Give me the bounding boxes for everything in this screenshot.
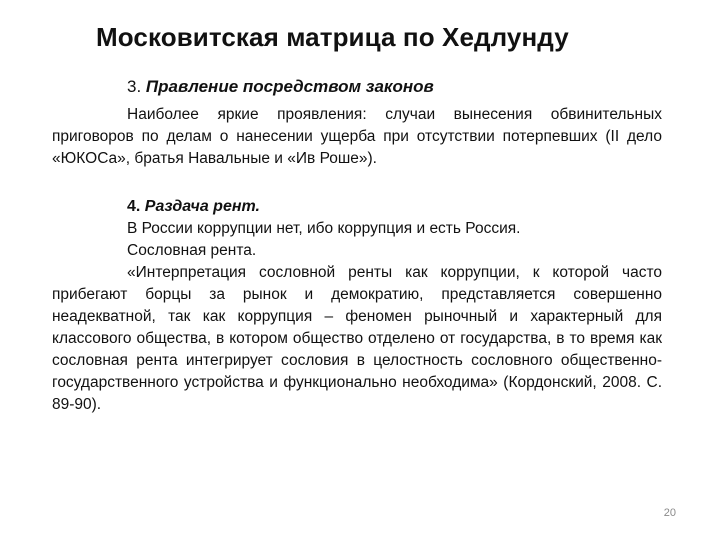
section-4-title: Раздача рент. [144, 198, 260, 215]
section-4-number: 4. [127, 198, 141, 215]
slide-content [52, 76, 662, 416]
section-3-number: 3. [127, 77, 142, 96]
section-4-line-2: Сословная рента. [127, 242, 257, 259]
section-3-title: Правление посредством законов [145, 77, 434, 96]
section-4-heading [127, 196, 662, 218]
section-4-quote: «Интерпретация сословной ренты как коррупции, к которой часто прибегают борцы за рынок и демократию, представляется совершенно неадекватной, так как коррупция – феномен рыночный и характерный для классового общества, в котором общество отделено от государства, в то время как сословная рента интегрирует сословия в целостность сословного общественно-государственного устройства и функционально необходима» (Кордонский, 2008. С. 89-90). [52, 264, 662, 413]
page-number: 20 [663, 507, 676, 519]
section-3-paragraph: Наиболее яркие проявления: случаи вынесения обвинительных приговоров по делам о нанесении ущерба при отсутствии потерпевших (II дело «ЮКОСа», братья Навальные и «Ив Роше»). [52, 106, 662, 167]
slide-title: Московитская матрица по Хедлунду [96, 22, 569, 52]
section-4-line-1: В России коррупции нет, ибо коррупция и есть Россия. [127, 220, 521, 237]
section-3-heading [127, 76, 662, 98]
